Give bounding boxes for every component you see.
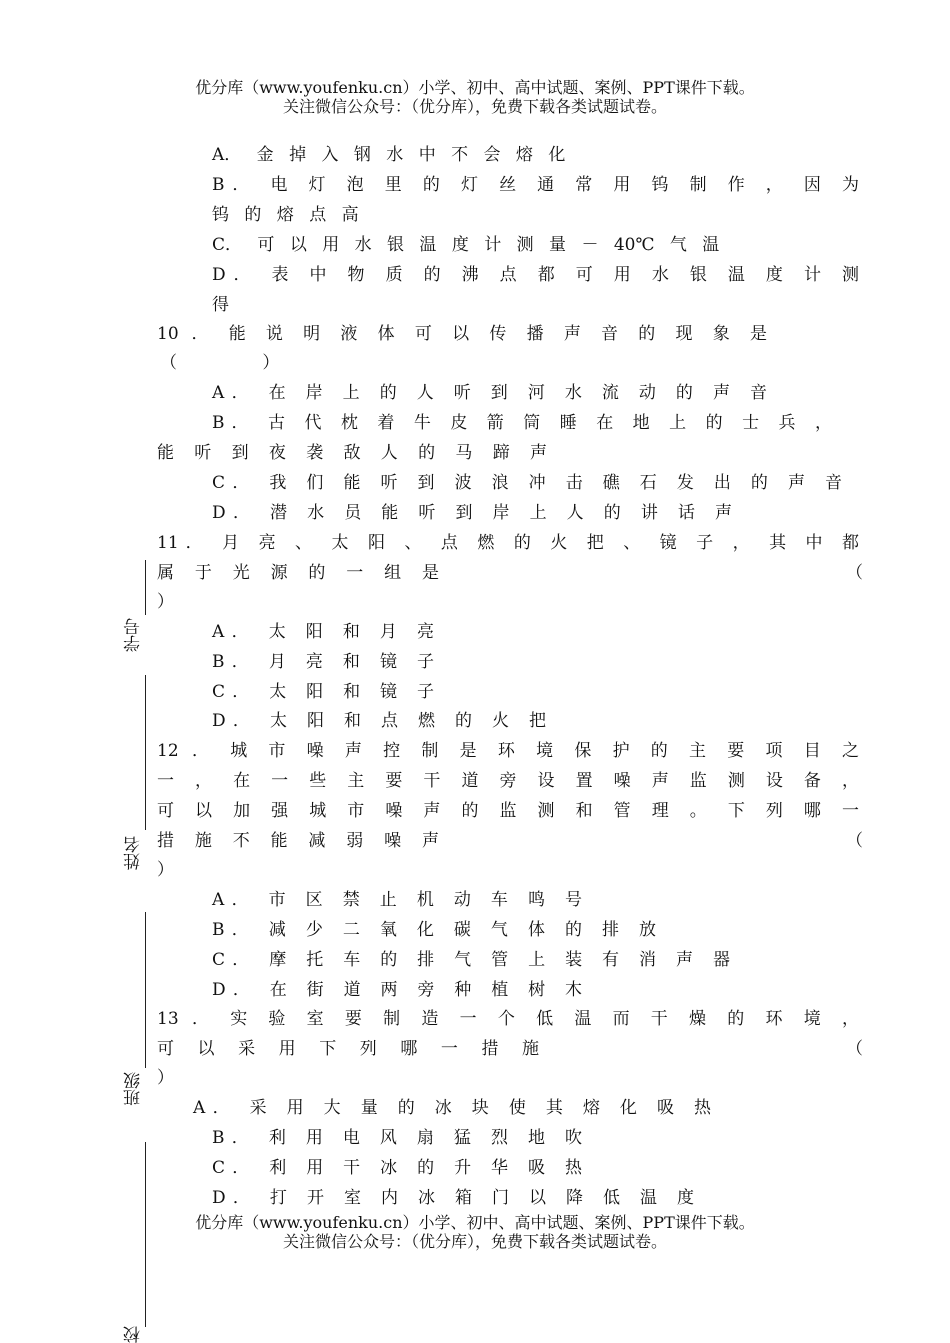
q12-stem-cont-3: 措 施 不 能 减 弱 噪 声 <box>157 831 439 851</box>
q10-option-b: B． 古 代 枕 着 牛 皮 箭 筒 睡 在 地 上 的 士 兵 ， <box>212 413 832 433</box>
q12-paren-open: （ <box>846 831 863 851</box>
margin-line-3 <box>145 912 146 1068</box>
q12-stem-cont-2: 可 以 加 强 城 市 噪 声 的 监 测 和 管 理 。 下 列 哪 一 <box>157 801 859 821</box>
q13-option-c: C． 利 用 干 冰 的 升 华 吸 热 <box>212 1158 582 1178</box>
q9-option-a: A． 金 掉 入 钢 水 中 不 会 熔 化 <box>212 145 566 165</box>
q13-option-d: D． 打 开 室 内 冰 箱 门 以 降 低 温 度 <box>212 1188 694 1208</box>
q13-option-b: B． 利 用 电 风 扇 猛 烈 地 吹 <box>212 1128 582 1148</box>
student-no-label: 学号 <box>124 618 144 652</box>
page-footer <box>0 1213 950 1251</box>
q10-option-b-cont: 能 听 到 夜 袭 敌 人 的 马 蹄 声 <box>157 443 547 463</box>
footer-line-1: 优分库（www.youfenku.cn）小学、初中、高中试题、案例、PPT课件下载。 <box>195 1213 755 1232</box>
q11-option-b: B． 月 亮 和 镜 子 <box>212 652 434 672</box>
margin-line-1 <box>145 560 146 615</box>
q10-option-c: C． 我 们 能 听 到 波 浪 冲 击 礁 石 发 出 的 声 音 <box>212 473 842 493</box>
q12-option-c: C． 摩 托 车 的 排 气 管 上 装 有 消 声 器 <box>212 950 730 970</box>
q10-stem: 10 ． 能 说 明 液 体 可 以 传 播 声 音 的 现 象 是 <box>157 324 767 344</box>
q9-option-d-cont: 得 <box>212 295 229 315</box>
header-line-1: 优分库（www.youfenku.cn）小学、初中、高中试题、案例、PPT课件下载。 <box>195 78 755 97</box>
q12-stem: 12 ． 城 市 噪 声 控 制 是 环 境 保 护 的 主 要 项 目 之 <box>157 741 859 761</box>
q9-option-d: D． 表 中 物 质 的 沸 点 都 可 用 水 银 温 度 计 测 <box>212 265 859 285</box>
q10-option-a: A． 在 岸 上 的 人 听 到 河 水 流 动 的 声 音 <box>212 383 767 403</box>
q11-stem: 11． 月 亮 、 太 阳 、 点 燃 的 火 把 、 镜 子 ， 其 中 都 <box>157 533 859 553</box>
name-label: 姓名 <box>124 836 144 870</box>
footer-line-2: 关注微信公众号：（优分库），免费下载各类试题试卷。 <box>282 1232 667 1251</box>
class-label: 班级 <box>124 1072 144 1106</box>
q10-paren: （ ） <box>160 353 280 373</box>
q11-option-a: A． 太 阳 和 月 亮 <box>212 622 434 642</box>
school-label-partial: 校 <box>124 1326 144 1343</box>
q11-option-d: D． 太 阳 和 点 燃 的 火 把 <box>212 711 546 731</box>
q9-option-b: B． 电 灯 泡 里 的 灯 丝 通 常 用 钨 制 作 ， 因 为 <box>212 175 859 195</box>
q11-paren-open: （ <box>846 563 863 583</box>
q11-option-c: C． 太 阳 和 镜 子 <box>212 682 434 702</box>
q13-stem-cont: 可 以 采 用 下 列 哪 一 措 施 <box>157 1039 539 1059</box>
q12-option-d: D． 在 街 道 两 旁 种 植 树 木 <box>212 980 582 1000</box>
margin-line-4 <box>145 1142 146 1327</box>
q11-stem-cont: 属 于 光 源 的 一 组 是 <box>157 563 439 583</box>
q9-option-b-cont: 钨 的 熔 点 高 <box>212 205 359 225</box>
q11-paren-close: ） <box>157 592 174 612</box>
q10-option-d: D． 潜 水 员 能 听 到 岸 上 人 的 讲 话 声 <box>212 503 732 523</box>
page-header <box>0 78 950 116</box>
q13-paren-open: （ <box>846 1039 863 1059</box>
q12-paren-close: ） <box>157 860 174 880</box>
q12-option-b: B． 减 少 二 氧 化 碳 气 体 的 排 放 <box>212 920 656 940</box>
margin-line-2 <box>145 675 146 830</box>
q12-stem-cont-1: 一 ， 在 一 些 主 要 干 道 旁 设 置 噪 声 监 测 设 备 ， <box>157 771 859 791</box>
q13-stem: 13 ． 实 验 室 要 制 造 一 个 低 温 而 干 燥 的 环 境 ， <box>157 1009 859 1029</box>
q9-option-c: C． 可 以 用 水 银 温 度 计 测 量 － 40℃ 气 温 <box>212 235 720 255</box>
q13-paren-close: ） <box>157 1068 174 1088</box>
q12-option-a: A． 市 区 禁 止 机 动 车 鸣 号 <box>212 890 582 910</box>
header-line-2: 关注微信公众号：（优分库），免费下载各类试题试卷。 <box>282 97 667 116</box>
q13-option-a: A． 采 用 大 量 的 冰 块 使 其 熔 化 吸 热 <box>193 1098 711 1118</box>
